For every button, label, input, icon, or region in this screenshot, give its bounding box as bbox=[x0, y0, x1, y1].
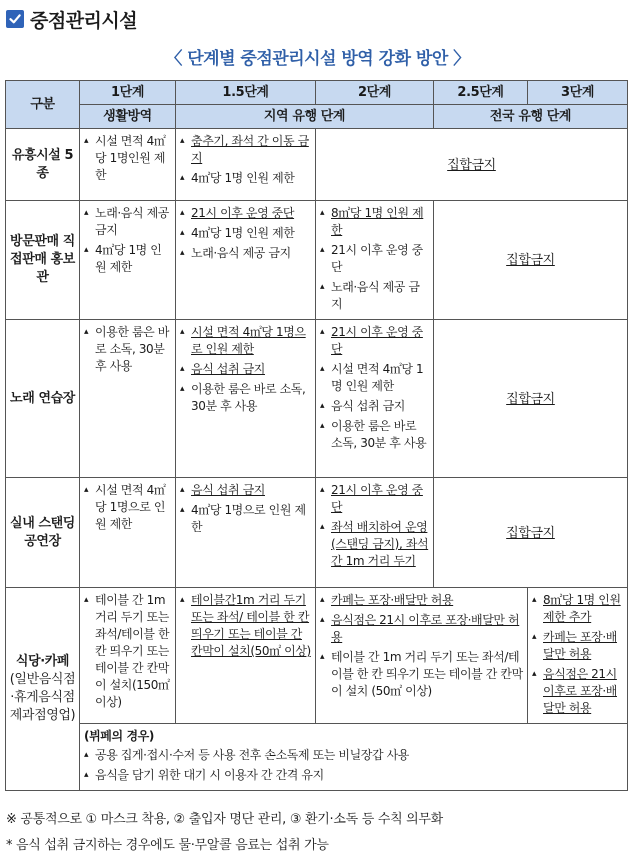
measure-text: 21시 이후 운영 중단 bbox=[331, 243, 423, 274]
list-item bbox=[320, 279, 429, 313]
measure-text: 카페는 포장·배달만 허용 bbox=[331, 593, 454, 607]
measure-text: 8㎡당 1명 인원 제한 추가 bbox=[543, 593, 621, 624]
list-item bbox=[180, 324, 311, 358]
measure-text: 음식 섭취 금지 bbox=[331, 399, 405, 413]
measure-list bbox=[320, 205, 429, 313]
measure-text: 노래·음식 제공 금지 bbox=[191, 246, 291, 260]
corner-header: 구분 bbox=[6, 81, 80, 129]
list-item bbox=[320, 205, 429, 239]
measure-list bbox=[532, 592, 623, 717]
measure-text: 음식 섭취 금지 bbox=[191, 483, 265, 497]
stage15-cell bbox=[176, 588, 316, 724]
list-item bbox=[320, 482, 429, 516]
list-item bbox=[84, 133, 171, 184]
measure-text: 4㎡당 1명으로 인원 제한 bbox=[191, 503, 306, 534]
stage-header: 2.5단계 bbox=[434, 81, 528, 105]
list-item bbox=[320, 519, 429, 570]
list-item bbox=[320, 592, 523, 609]
list-item bbox=[180, 225, 311, 242]
list-item bbox=[84, 592, 171, 711]
group-header: 전국 유행 단계 bbox=[434, 105, 628, 129]
list-item bbox=[320, 612, 523, 646]
measure-text: 노래·음식 제공 금지 bbox=[95, 206, 169, 237]
group-header: 생활방역 bbox=[80, 105, 176, 129]
measure-text: 21시 이후 운영 중단 bbox=[331, 483, 423, 514]
measures-table bbox=[5, 80, 628, 791]
measure-text: 4㎡당 1명 인원 제한 bbox=[191, 171, 295, 185]
list-item bbox=[180, 205, 311, 222]
stage-header: 3단계 bbox=[528, 81, 628, 105]
ban-cell bbox=[316, 129, 628, 201]
table-row bbox=[6, 724, 628, 791]
measure-text: 시설 면적 4㎡당 1명으로 인원 제한 bbox=[95, 483, 166, 531]
section-title: 중점관리시설 bbox=[30, 9, 138, 32]
group-header: 지역 유행 단계 bbox=[176, 105, 434, 129]
list-item bbox=[84, 242, 171, 276]
measure-text: 이용한 룸은 바로 소독, 30분 후 사용 bbox=[95, 325, 169, 373]
measure-text: 시설 면적 4㎡당 1명인원 제한 bbox=[95, 134, 166, 182]
measure-list bbox=[84, 324, 171, 375]
table-row bbox=[6, 588, 628, 724]
row-category: 실내 스탠딩 공연장 bbox=[6, 478, 80, 588]
stage1-cell bbox=[80, 201, 176, 320]
measure-text: 공용 집게·접시·수저 등 사용 전후 손소독제 또는 비닐장갑 사용 bbox=[95, 748, 409, 762]
stage15-cell bbox=[176, 129, 316, 201]
stage-header: 2단계 bbox=[316, 81, 434, 105]
list-item bbox=[320, 398, 429, 415]
category-note: (일반음식점·휴게음식점제과점영업) bbox=[9, 672, 76, 723]
measure-text: 노래·음식 제공 금지 bbox=[331, 280, 420, 311]
measure-text: 테이블 간 1m 거리 두기 또는 좌석/테이블 한 칸 띄우기 또는 테이블 간 칸막이 설치 (50㎡ 이상) bbox=[331, 650, 523, 698]
list-item bbox=[180, 592, 311, 660]
row-category: 방문판매 직접판매 홍보관 bbox=[6, 201, 80, 320]
footnote: ※ 공통적으로 ① 마스크 착용, ② 출입자 명단 관리, ③ 환기·소독 등 수칙 의무화 bbox=[6, 812, 443, 827]
category-name: 식당·카페 bbox=[15, 654, 70, 669]
row-category bbox=[6, 588, 80, 791]
measure-list bbox=[180, 482, 311, 536]
list-item bbox=[84, 767, 623, 784]
measure-text: 카페는 포장·배달만 허용 bbox=[543, 630, 617, 661]
stage15-cell bbox=[176, 478, 316, 588]
stage2-cell bbox=[316, 201, 434, 320]
list-item bbox=[320, 418, 429, 452]
buffet-cell bbox=[80, 724, 628, 791]
measure-text: 좌석 배치하여 운영(스탠딩 금지), 좌석 간 1m 거리 두기 bbox=[331, 520, 429, 568]
table-row bbox=[6, 320, 628, 478]
list-item bbox=[180, 245, 311, 262]
ban-label: 집합금지 bbox=[506, 525, 555, 541]
table-row bbox=[6, 201, 628, 320]
table-row bbox=[6, 129, 628, 201]
measure-list bbox=[180, 205, 311, 262]
section-header bbox=[6, 6, 137, 32]
ban-cell bbox=[434, 201, 628, 320]
measure-text: 춤추기, 좌석 간 이동 금지 bbox=[191, 134, 309, 165]
stage1-cell bbox=[80, 588, 176, 724]
measure-list bbox=[84, 133, 171, 184]
measure-list bbox=[180, 133, 311, 187]
measure-list bbox=[320, 324, 429, 452]
list-item bbox=[180, 381, 311, 415]
measure-list bbox=[180, 324, 311, 415]
stage15-cell bbox=[176, 201, 316, 320]
measure-text: 음식 섭취 금지 bbox=[191, 362, 265, 376]
stage-header: 1.5단계 bbox=[176, 81, 316, 105]
ban-label: 집합금지 bbox=[506, 253, 555, 268]
list-item bbox=[320, 324, 429, 358]
stage2-cell bbox=[316, 320, 434, 478]
list-item bbox=[532, 629, 623, 663]
measure-text: 21시 이후 운영 중단 bbox=[331, 325, 423, 356]
measure-list bbox=[84, 205, 171, 276]
ban-cell bbox=[434, 320, 628, 478]
measure-text: 8㎡당 1명 인원 제한 bbox=[331, 206, 424, 237]
measure-text: 이용한 룸은 바로 소독, 30분 후 사용 bbox=[331, 419, 427, 450]
table-subtitle: 〈 단계별 중점관리시설 방역 강화 방안 〉 bbox=[165, 49, 470, 69]
ban-label: 집합금지 bbox=[506, 391, 555, 407]
list-item bbox=[180, 502, 311, 536]
list-item bbox=[84, 324, 171, 375]
measure-text: 21시 이후 운영 중단 bbox=[191, 206, 295, 220]
stage-header: 1단계 bbox=[80, 81, 176, 105]
measure-list bbox=[84, 482, 171, 533]
measure-list bbox=[84, 592, 171, 711]
stage2-cell bbox=[316, 478, 434, 588]
list-item bbox=[320, 649, 523, 700]
list-item bbox=[180, 361, 311, 378]
measure-text: 음식을 담기 위한 대기 시 이용자 간 간격 유지 bbox=[95, 768, 324, 782]
measure-text: 시설 면적 4㎡당 1명 인원 제한 bbox=[331, 362, 424, 393]
footnote: * 음식 섭취 금지하는 경우에도 물·무알콜 음료는 섭취 가능 bbox=[6, 838, 329, 853]
list-item bbox=[532, 666, 623, 717]
stage1-cell bbox=[80, 129, 176, 201]
measure-list bbox=[320, 482, 429, 570]
list-item bbox=[180, 170, 311, 187]
list-item bbox=[84, 482, 171, 533]
stage15-cell bbox=[176, 320, 316, 478]
measure-list bbox=[84, 747, 623, 784]
list-item bbox=[180, 482, 311, 499]
buffet-title: (뷔페의 경우) bbox=[84, 729, 154, 743]
measure-text: 4㎡당 1명 인원 제한 bbox=[95, 243, 162, 274]
table-row bbox=[6, 478, 628, 588]
measure-text: 테이블 간 1m 거리 두기 또는 좌석/테이블 한 칸 띄우기 또는 테이블 간 칸막이 설치(150㎡ 이상) bbox=[95, 593, 170, 709]
list-item bbox=[532, 592, 623, 626]
ban-cell bbox=[434, 478, 628, 588]
row-category: 노래 연습장 bbox=[6, 320, 80, 478]
list-item bbox=[84, 747, 623, 764]
list-item bbox=[320, 361, 429, 395]
stage25-cell bbox=[528, 588, 628, 724]
stage2-cell bbox=[316, 588, 528, 724]
stage1-cell bbox=[80, 320, 176, 478]
measure-text: 음식점은 21시 이후로 포장·배달만 허용 bbox=[331, 613, 520, 644]
measure-text: 이용한 룸은 바로 소독, 30분 후 사용 bbox=[191, 382, 306, 413]
stage1-cell bbox=[80, 478, 176, 588]
measure-text: 4㎡당 1명 인원 제한 bbox=[191, 226, 295, 240]
check-box-icon bbox=[6, 10, 24, 28]
list-item bbox=[180, 133, 311, 167]
measure-list bbox=[320, 592, 523, 700]
list-item bbox=[320, 242, 429, 276]
list-item bbox=[84, 205, 171, 239]
measure-text: 테이블간1m 거리 두기 또는 좌석/ 테이블 한 칸 띄우기 또는 테이블 간 칸막이 설치(50㎡ 이상) bbox=[191, 593, 311, 658]
ban-label: 집합금지 bbox=[447, 157, 496, 173]
measure-text: 시설 면적 4㎡당 1명으로 인원 제한 bbox=[191, 325, 306, 356]
measure-text: 음식점은 21시 이후로 포장·배달만 허용 bbox=[543, 667, 617, 715]
measure-list bbox=[180, 592, 311, 660]
row-category: 유흥시설 5종 bbox=[6, 129, 80, 201]
